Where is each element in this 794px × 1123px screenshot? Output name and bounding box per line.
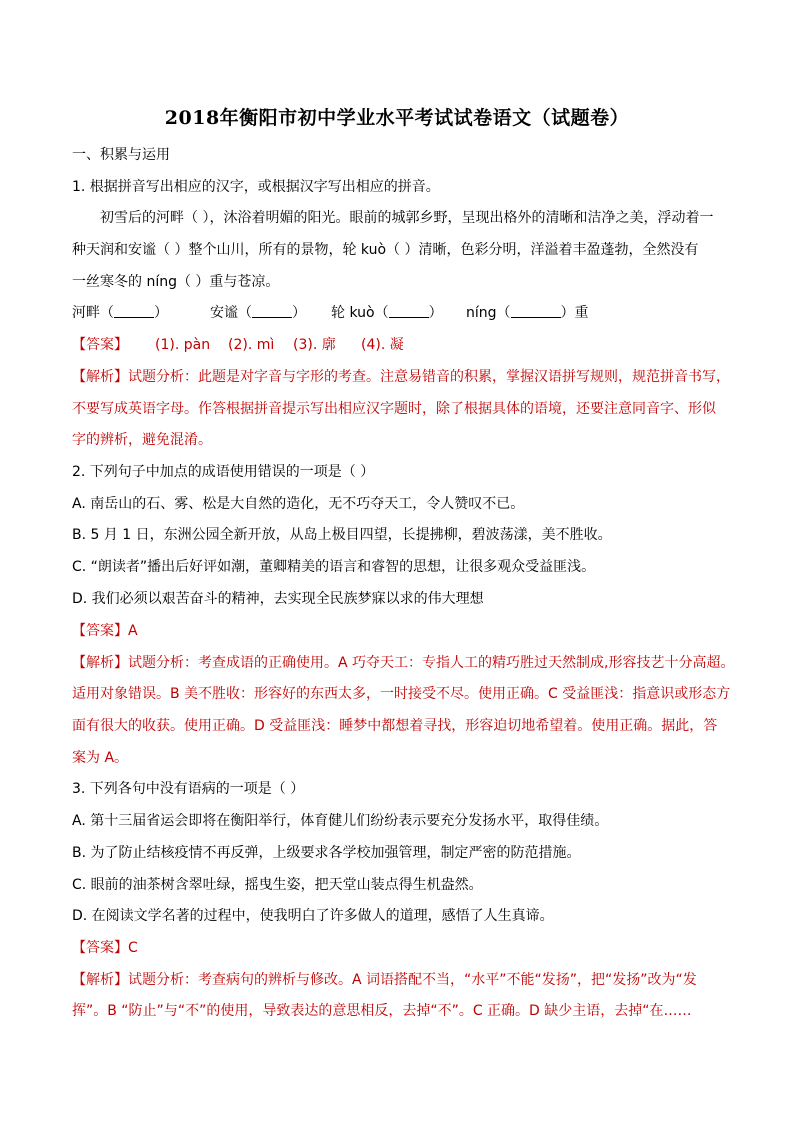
q2-option-b: B. 5 月 1 日，东洲公园全新开放，从岛上极目四望，长提拂柳，碧波荡漾，美不胜收。 <box>72 527 612 543</box>
q3-analysis-line: 【解析】试题分析：考查病句的辨析与修改。A 词语搭配不当，“水平”不能“发扬”，把“发扬”改为“发 <box>72 972 697 988</box>
fill-label: 安谧（ <box>210 305 252 321</box>
section-heading: 一、积累与运用 <box>72 147 170 163</box>
q1-fill-a <box>72 303 168 323</box>
fill-label: 河畔（ <box>72 305 114 321</box>
q1-stem: 1. 根据拼音写出相应的汉字，或根据汉字写出相应的拼音。 <box>72 179 440 195</box>
q1-answer-4: (4). 凝 <box>361 337 404 353</box>
q1-analysis-line: 字的辨析，避免混淆。 <box>72 432 212 448</box>
q3-stem: 3. 下列各句中没有语病的一项是（ ） <box>72 781 305 797</box>
q2-analysis-line: 适用对象错误。B 美不胜收：形容好的东西太多，一时接受不尽。使用正确。C 受益匪浅：指意识或形态方 <box>72 686 731 702</box>
q1-passage-line: 初雪后的河畔（ ），沐浴着明媚的阳光。眼前的城郭乡野，呈现出格外的清晰和洁净之美，浮动着一 <box>100 210 714 226</box>
q1-answer-1: (1). pàn <box>155 337 211 353</box>
fill-label: 轮 kuò（ <box>331 305 389 321</box>
q2-option-c: C. “朗读者”播出后好评如潮，董卿精美的语言和睿智的思想，让很多观众受益匪浅。 <box>72 559 596 575</box>
q2-analysis-line: 案为 A。 <box>72 750 129 766</box>
q1-fill-d <box>466 303 589 323</box>
q3-option-a: A. 第十三届省运会即将在衡阳举行，体育健儿们纷纷表示要充分发扬水平，取得佳绩。 <box>72 813 609 829</box>
q1-answer-3: (3). 廓 <box>293 337 336 353</box>
fill-blank[interactable] <box>252 303 292 318</box>
fill-blank[interactable] <box>114 303 154 318</box>
fill-label: ） <box>154 305 168 321</box>
q2-analysis-line: 【解析】试题分析：考查成语的正确使用。A 巧夺天工：专指人工的精巧胜过天然制成,形容技艺十分高超。 <box>72 655 735 671</box>
q3-option-b: B. 为了防止结核疫情不再反弹，上级要求各学校加强管理，制定严密的防范措施。 <box>72 845 581 861</box>
q1-analysis-line: 【解析】试题分析：此题是对字音与字形的考查。注意易错音的积累，掌握汉语拼写规则，规范拼音书写， <box>72 369 730 385</box>
q3-answer: 【答案】C <box>72 940 138 956</box>
fill-blank[interactable] <box>511 303 561 318</box>
q1-passage-line: 一丝寒冬的 níng（ ）重与苍凉。 <box>72 274 280 290</box>
page-title: 2018年衡阳市初中学业水平考试试卷语文（试题卷） <box>164 107 630 129</box>
q1-answer-2: (2). mì <box>228 337 275 353</box>
fill-label: ） <box>428 305 443 321</box>
fill-label: níng（ <box>466 305 511 321</box>
q2-stem: 2. 下列句子中加点的成语使用错误的一项是（ ） <box>72 464 375 480</box>
q3-option-c: C. 眼前的油茶树含翠吐绿，摇曳生姿，把天堂山装点得生机盎然。 <box>72 877 483 893</box>
q3-analysis-line: 挥”。B “防止”与“不”的使用，导致表达的意思相反，去掉“不”。C 正确。D 缺少主语，去掉“在…… <box>72 1003 692 1019</box>
q2-answer: 【答案】A <box>72 623 138 639</box>
q1-answer-label: 【答案】 <box>72 337 128 353</box>
fill-label: ） <box>292 305 306 321</box>
q2-option-d: D. 我们必须以艰苦奋斗的精神，去实现全民族梦寐以求的伟大理想 <box>72 591 484 607</box>
q1-analysis-line: 不要写成英语字母。作答根据拼音提示写出相应汉字题时，除了根据具体的语境，还要注意同音字、形似 <box>72 401 716 417</box>
fill-blank[interactable] <box>389 303 429 318</box>
q3-option-d: D. 在阅读文学名著的过程中，使我明白了许多做人的道理，感悟了人生真谛。 <box>72 908 554 924</box>
q1-fill-c <box>331 303 443 323</box>
q2-option-a: A. 南岳山的石、雾、松是大自然的造化，无不巧夺天工，令人赞叹不已。 <box>72 496 525 512</box>
q1-fill-b <box>210 303 306 323</box>
fill-label: ）重 <box>560 305 589 321</box>
q1-passage-line: 种天润和安谧（ ）整个山川，所有的景物，轮 kuò（ ）清晰，色彩分明，洋溢着丰盈蓬勃，全然没有 <box>72 242 699 258</box>
q2-analysis-line: 面有很大的收获。使用正确。D 受益匪浅：睡梦中都想着寻找，形容迫切地希望着。使用正确。据此，答 <box>72 718 718 734</box>
